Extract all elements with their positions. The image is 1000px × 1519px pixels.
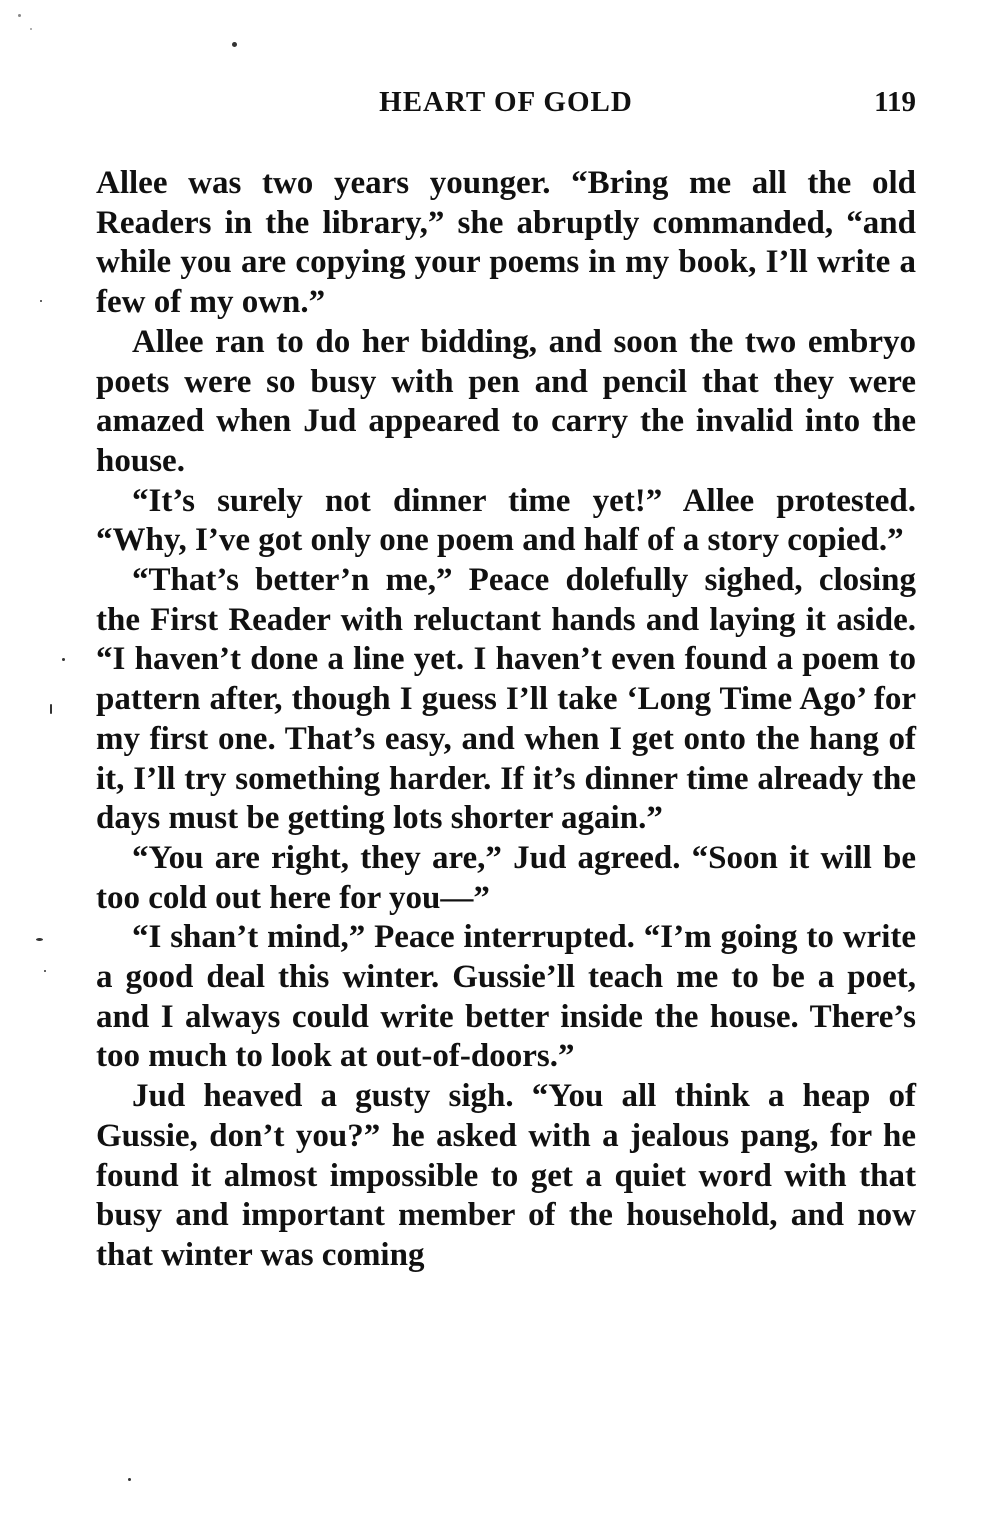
scan-speck <box>30 28 32 30</box>
paragraph: Allee ran to do her bidding, and soon the two embryo poets were so busy with pen and pencil that they were amazed when Jud appeared to carry the invalid into the house. <box>96 323 916 479</box>
running-head <box>96 80 916 124</box>
scan-speck <box>50 704 52 714</box>
scan-speck <box>128 1478 131 1481</box>
page-number: 119 <box>874 86 916 118</box>
paragraph: Allee was two years younger. “Bring me all the old Readers in the library,” she abruptly commanded, “and while you are copying your poems in my book, I’ll write a few of my own.” <box>96 165 916 321</box>
paragraph: “That’s better’n me,” Peace dolefully sighed, closing the First Reader with reluctant hands and laying it aside. “I haven’t done a line yet. I haven’t even found a poem to pattern after, though I guess I’ll take ‘Long Time Ago’ for my first one. That’s easy, and when I get onto the hang of it, I’ll try something harder. If it’s dinner time already the days must be getting lots shorter again.” <box>96 562 916 837</box>
paragraph: “I shan’t mind,” Peace interrupted. “I’m going to write a good deal this winter. Gussie’ll teach me to be a poet, and I always could write better inside the house. There’s too much to look at out-of-doors.” <box>96 919 916 1075</box>
scan-speck <box>18 14 21 17</box>
running-title: HEART OF GOLD <box>379 86 633 118</box>
scan-speck <box>232 42 237 47</box>
scan-speck <box>44 970 46 972</box>
scan-speck <box>36 938 43 941</box>
scan-speck <box>62 658 65 661</box>
scan-speck <box>40 300 42 302</box>
paragraph: Jud heaved a gusty sigh. “You all think a heap of Gussie, don’t you?” he asked with a jealous pang, for he found it almost impossible to get a quiet word with that busy and important member of the household, and now that winter was coming <box>96 1078 916 1273</box>
paragraph: “You are right, they are,” Jud agreed. “Soon it will be too cold out here for you—” <box>96 839 916 916</box>
body-text <box>96 164 916 1276</box>
paragraph: “It’s surely not dinner time yet!” Allee protested. “Why, I’ve got only one poem and half of a story copied.” <box>96 482 916 559</box>
